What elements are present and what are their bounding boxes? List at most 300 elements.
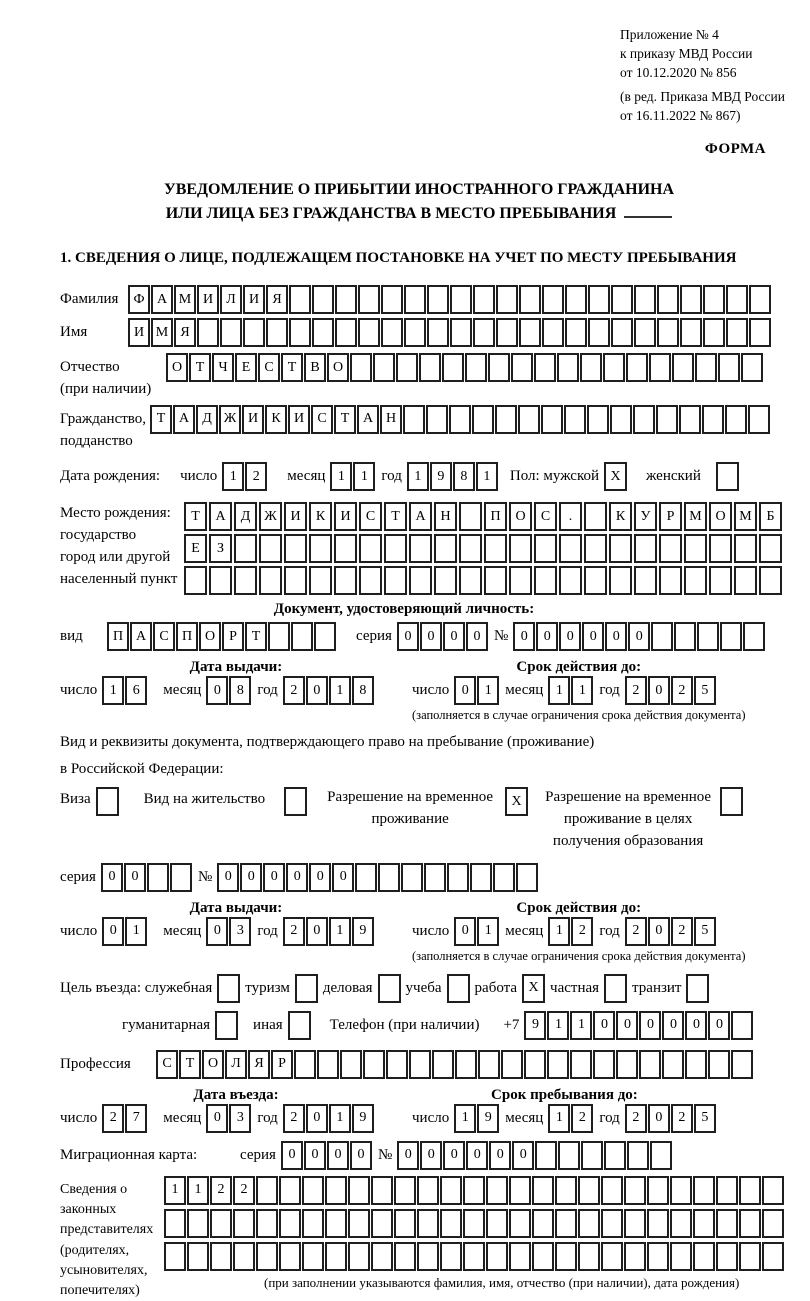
char-cell[interactable] <box>403 405 425 434</box>
char-cell[interactable]: 1 <box>353 462 375 491</box>
char-cell[interactable]: И <box>334 502 357 531</box>
char-cell[interactable] <box>417 1209 439 1238</box>
char-cell[interactable]: С <box>311 405 333 434</box>
char-cell[interactable] <box>580 353 602 382</box>
char-cell[interactable] <box>294 1050 316 1079</box>
char-cell[interactable] <box>603 353 625 382</box>
char-cell[interactable]: 1 <box>329 1104 351 1133</box>
char-cell[interactable] <box>495 405 517 434</box>
char-cell[interactable]: С <box>534 502 557 531</box>
char-cell[interactable] <box>401 863 423 892</box>
char-cell[interactable] <box>210 1242 232 1271</box>
char-cell[interactable]: 0 <box>332 863 354 892</box>
char-cell[interactable] <box>703 318 725 347</box>
char-cell[interactable] <box>312 285 334 314</box>
char-cell[interactable] <box>534 534 557 563</box>
char-cell[interactable] <box>725 405 747 434</box>
char-cell[interactable] <box>519 318 541 347</box>
char-cell[interactable] <box>473 318 495 347</box>
char-cell[interactable]: 5 <box>694 917 716 946</box>
char-cell[interactable]: О <box>327 353 349 382</box>
char-cell[interactable] <box>465 353 487 382</box>
char-cell[interactable] <box>662 1050 684 1079</box>
char-cell[interactable] <box>734 566 757 595</box>
private-checkbox[interactable] <box>604 974 627 1003</box>
char-cell[interactable]: 9 <box>430 462 452 491</box>
char-cell[interactable] <box>440 1242 462 1271</box>
char-cell[interactable] <box>335 318 357 347</box>
char-cell[interactable]: Т <box>189 353 211 382</box>
char-cell[interactable] <box>371 1176 393 1205</box>
char-cell[interactable]: 0 <box>309 863 331 892</box>
char-cell[interactable] <box>570 1050 592 1079</box>
char-cell[interactable]: 0 <box>512 1141 534 1170</box>
char-cell[interactable] <box>259 566 282 595</box>
char-cell[interactable] <box>256 1176 278 1205</box>
char-cell[interactable]: 0 <box>306 1104 328 1133</box>
char-cell[interactable] <box>627 1141 649 1170</box>
char-cell[interactable] <box>759 566 782 595</box>
char-cell[interactable]: Б <box>759 502 782 531</box>
char-cell[interactable]: 0 <box>559 622 581 651</box>
char-cell[interactable]: 0 <box>454 676 476 705</box>
char-cell[interactable]: Т <box>150 405 172 434</box>
char-cell[interactable] <box>289 318 311 347</box>
char-cell[interactable] <box>634 285 656 314</box>
temp-residence-checkbox[interactable]: X <box>505 787 528 816</box>
char-cell[interactable] <box>720 622 742 651</box>
temp-residence-edu-checkbox[interactable] <box>720 787 743 816</box>
char-cell[interactable]: 7 <box>125 1104 147 1133</box>
char-cell[interactable]: И <box>284 502 307 531</box>
char-cell[interactable]: Д <box>234 502 257 531</box>
char-cell[interactable]: 2 <box>283 1104 305 1133</box>
char-cell[interactable] <box>509 1209 531 1238</box>
char-cell[interactable]: 0 <box>102 917 124 946</box>
char-cell[interactable] <box>434 566 457 595</box>
char-cell[interactable]: Ж <box>259 502 282 531</box>
char-cell[interactable]: 0 <box>306 676 328 705</box>
char-cell[interactable] <box>243 318 265 347</box>
char-cell[interactable]: Д <box>196 405 218 434</box>
char-cell[interactable] <box>674 622 696 651</box>
char-cell[interactable]: 0 <box>466 622 488 651</box>
residence-permit-checkbox[interactable] <box>284 787 307 816</box>
char-cell[interactable] <box>317 1050 339 1079</box>
char-cell[interactable] <box>359 566 382 595</box>
char-cell[interactable] <box>588 318 610 347</box>
business-checkbox[interactable] <box>378 974 401 1003</box>
char-cell[interactable]: 0 <box>489 1141 511 1170</box>
char-cell[interactable]: 0 <box>327 1141 349 1170</box>
char-cell[interactable] <box>749 318 771 347</box>
char-cell[interactable]: 0 <box>124 863 146 892</box>
char-cell[interactable] <box>680 318 702 347</box>
char-cell[interactable] <box>650 1141 672 1170</box>
char-cell[interactable]: 9 <box>524 1011 546 1040</box>
char-cell[interactable] <box>697 622 719 651</box>
char-cell[interactable]: И <box>243 285 265 314</box>
char-cell[interactable] <box>478 1050 500 1079</box>
char-cell[interactable]: 2 <box>625 1104 647 1133</box>
char-cell[interactable] <box>547 1050 569 1079</box>
char-cell[interactable] <box>459 534 482 563</box>
char-cell[interactable]: 2 <box>671 676 693 705</box>
char-cell[interactable]: П <box>176 622 198 651</box>
char-cell[interactable] <box>358 285 380 314</box>
char-cell[interactable] <box>325 1242 347 1271</box>
char-cell[interactable] <box>509 1242 531 1271</box>
char-cell[interactable] <box>394 1209 416 1238</box>
char-cell[interactable] <box>302 1176 324 1205</box>
char-cell[interactable] <box>459 502 482 531</box>
char-cell[interactable] <box>519 285 541 314</box>
char-cell[interactable] <box>693 1242 715 1271</box>
char-cell[interactable]: 0 <box>281 1141 303 1170</box>
char-cell[interactable] <box>680 285 702 314</box>
char-cell[interactable]: 2 <box>625 917 647 946</box>
char-cell[interactable]: Л <box>225 1050 247 1079</box>
char-cell[interactable] <box>509 534 532 563</box>
char-cell[interactable] <box>578 1176 600 1205</box>
char-cell[interactable] <box>197 318 219 347</box>
char-cell[interactable]: 8 <box>229 676 251 705</box>
char-cell[interactable] <box>731 1050 753 1079</box>
char-cell[interactable] <box>716 1242 738 1271</box>
char-cell[interactable]: 8 <box>453 462 475 491</box>
char-cell[interactable]: 1 <box>547 1011 569 1040</box>
char-cell[interactable] <box>726 285 748 314</box>
char-cell[interactable] <box>611 285 633 314</box>
char-cell[interactable] <box>302 1242 324 1271</box>
char-cell[interactable] <box>312 318 334 347</box>
char-cell[interactable] <box>609 534 632 563</box>
char-cell[interactable] <box>611 318 633 347</box>
char-cell[interactable]: 0 <box>513 622 535 651</box>
char-cell[interactable] <box>558 1141 580 1170</box>
char-cell[interactable] <box>450 285 472 314</box>
char-cell[interactable] <box>259 534 282 563</box>
char-cell[interactable] <box>555 1176 577 1205</box>
char-cell[interactable] <box>350 353 372 382</box>
char-cell[interactable]: 2 <box>671 1104 693 1133</box>
char-cell[interactable]: 1 <box>548 917 570 946</box>
char-cell[interactable] <box>634 318 656 347</box>
char-cell[interactable]: О <box>199 622 221 651</box>
char-cell[interactable] <box>534 566 557 595</box>
char-cell[interactable]: 5 <box>694 1104 716 1133</box>
char-cell[interactable] <box>233 1242 255 1271</box>
char-cell[interactable] <box>381 318 403 347</box>
char-cell[interactable] <box>493 863 515 892</box>
char-cell[interactable] <box>302 1209 324 1238</box>
char-cell[interactable] <box>394 1176 416 1205</box>
char-cell[interactable] <box>363 1050 385 1079</box>
char-cell[interactable]: 1 <box>125 917 147 946</box>
char-cell[interactable] <box>348 1209 370 1238</box>
char-cell[interactable]: 0 <box>593 1011 615 1040</box>
char-cell[interactable]: М <box>174 285 196 314</box>
char-cell[interactable] <box>624 1176 646 1205</box>
char-cell[interactable]: 6 <box>125 676 147 705</box>
char-cell[interactable] <box>256 1242 278 1271</box>
char-cell[interactable] <box>534 353 556 382</box>
char-cell[interactable] <box>726 318 748 347</box>
char-cell[interactable]: 0 <box>443 622 465 651</box>
char-cell[interactable]: 0 <box>685 1011 707 1040</box>
char-cell[interactable] <box>325 1209 347 1238</box>
char-cell[interactable]: З <box>209 534 232 563</box>
char-cell[interactable]: А <box>209 502 232 531</box>
char-cell[interactable] <box>516 863 538 892</box>
char-cell[interactable] <box>759 534 782 563</box>
char-cell[interactable]: И <box>128 318 150 347</box>
char-cell[interactable] <box>447 863 469 892</box>
char-cell[interactable]: 2 <box>245 462 267 491</box>
char-cell[interactable] <box>187 1209 209 1238</box>
char-cell[interactable] <box>716 1209 738 1238</box>
char-cell[interactable] <box>384 534 407 563</box>
char-cell[interactable] <box>220 318 242 347</box>
char-cell[interactable] <box>647 1209 669 1238</box>
char-cell[interactable] <box>409 566 432 595</box>
other-checkbox[interactable] <box>288 1011 311 1040</box>
char-cell[interactable] <box>578 1242 600 1271</box>
char-cell[interactable] <box>693 1209 715 1238</box>
char-cell[interactable] <box>684 566 707 595</box>
char-cell[interactable]: М <box>151 318 173 347</box>
char-cell[interactable] <box>334 566 357 595</box>
char-cell[interactable]: А <box>151 285 173 314</box>
char-cell[interactable] <box>187 1242 209 1271</box>
char-cell[interactable]: 0 <box>662 1011 684 1040</box>
visa-checkbox[interactable] <box>96 787 119 816</box>
char-cell[interactable]: И <box>288 405 310 434</box>
char-cell[interactable]: 0 <box>206 917 228 946</box>
char-cell[interactable] <box>565 318 587 347</box>
char-cell[interactable] <box>509 1176 531 1205</box>
char-cell[interactable] <box>649 353 671 382</box>
char-cell[interactable] <box>559 534 582 563</box>
char-cell[interactable] <box>472 405 494 434</box>
char-cell[interactable]: 2 <box>102 1104 124 1133</box>
char-cell[interactable]: 1 <box>329 917 351 946</box>
char-cell[interactable] <box>427 318 449 347</box>
char-cell[interactable] <box>633 405 655 434</box>
char-cell[interactable]: 0 <box>420 622 442 651</box>
char-cell[interactable] <box>578 1209 600 1238</box>
char-cell[interactable] <box>488 353 510 382</box>
char-cell[interactable] <box>455 1050 477 1079</box>
char-cell[interactable] <box>601 1209 623 1238</box>
char-cell[interactable]: 1 <box>571 676 593 705</box>
char-cell[interactable]: Р <box>271 1050 293 1079</box>
char-cell[interactable] <box>741 353 763 382</box>
char-cell[interactable] <box>486 1242 508 1271</box>
char-cell[interactable]: 5 <box>694 676 716 705</box>
char-cell[interactable]: . <box>559 502 582 531</box>
char-cell[interactable] <box>659 566 682 595</box>
char-cell[interactable]: 0 <box>206 676 228 705</box>
char-cell[interactable]: 0 <box>217 863 239 892</box>
char-cell[interactable] <box>532 1209 554 1238</box>
char-cell[interactable] <box>626 353 648 382</box>
char-cell[interactable] <box>234 566 257 595</box>
char-cell[interactable] <box>656 405 678 434</box>
char-cell[interactable] <box>409 534 432 563</box>
char-cell[interactable] <box>496 285 518 314</box>
char-cell[interactable] <box>386 1050 408 1079</box>
char-cell[interactable]: 2 <box>571 917 593 946</box>
char-cell[interactable] <box>584 502 607 531</box>
char-cell[interactable] <box>463 1242 485 1271</box>
char-cell[interactable]: 0 <box>708 1011 730 1040</box>
char-cell[interactable]: А <box>130 622 152 651</box>
char-cell[interactable] <box>432 1050 454 1079</box>
char-cell[interactable] <box>708 1050 730 1079</box>
char-cell[interactable] <box>419 353 441 382</box>
char-cell[interactable] <box>703 285 725 314</box>
char-cell[interactable] <box>348 1242 370 1271</box>
char-cell[interactable] <box>709 566 732 595</box>
char-cell[interactable] <box>334 534 357 563</box>
char-cell[interactable] <box>581 1141 603 1170</box>
char-cell[interactable] <box>670 1176 692 1205</box>
char-cell[interactable]: Р <box>659 502 682 531</box>
char-cell[interactable]: Р <box>222 622 244 651</box>
char-cell[interactable]: 0 <box>454 917 476 946</box>
char-cell[interactable]: 0 <box>605 622 627 651</box>
char-cell[interactable] <box>373 353 395 382</box>
char-cell[interactable] <box>555 1209 577 1238</box>
char-cell[interactable] <box>524 1050 546 1079</box>
char-cell[interactable]: О <box>509 502 532 531</box>
char-cell[interactable]: О <box>202 1050 224 1079</box>
char-cell[interactable]: П <box>107 622 129 651</box>
char-cell[interactable]: 2 <box>625 676 647 705</box>
char-cell[interactable]: 0 <box>397 1141 419 1170</box>
char-cell[interactable]: 0 <box>443 1141 465 1170</box>
char-cell[interactable]: 3 <box>229 1104 251 1133</box>
char-cell[interactable] <box>639 1050 661 1079</box>
char-cell[interactable] <box>584 566 607 595</box>
char-cell[interactable] <box>601 1242 623 1271</box>
char-cell[interactable] <box>279 1242 301 1271</box>
char-cell[interactable] <box>325 1176 347 1205</box>
char-cell[interactable] <box>616 1050 638 1079</box>
char-cell[interactable] <box>348 1176 370 1205</box>
char-cell[interactable] <box>634 566 657 595</box>
char-cell[interactable] <box>731 1011 753 1040</box>
char-cell[interactable] <box>565 285 587 314</box>
char-cell[interactable] <box>335 285 357 314</box>
char-cell[interactable] <box>309 534 332 563</box>
char-cell[interactable] <box>266 318 288 347</box>
char-cell[interactable] <box>670 1209 692 1238</box>
char-cell[interactable] <box>762 1242 784 1271</box>
char-cell[interactable]: 0 <box>206 1104 228 1133</box>
char-cell[interactable] <box>309 566 332 595</box>
char-cell[interactable] <box>593 1050 615 1079</box>
char-cell[interactable]: А <box>173 405 195 434</box>
char-cell[interactable] <box>762 1209 784 1238</box>
char-cell[interactable]: 1 <box>330 462 352 491</box>
char-cell[interactable] <box>170 863 192 892</box>
char-cell[interactable] <box>564 405 586 434</box>
char-cell[interactable]: О <box>709 502 732 531</box>
char-cell[interactable]: М <box>684 502 707 531</box>
char-cell[interactable]: 9 <box>352 917 374 946</box>
char-cell[interactable] <box>473 285 495 314</box>
char-cell[interactable] <box>609 566 632 595</box>
char-cell[interactable]: 1 <box>477 676 499 705</box>
humanitarian-checkbox[interactable] <box>215 1011 238 1040</box>
char-cell[interactable]: 9 <box>352 1104 374 1133</box>
char-cell[interactable]: 1 <box>187 1176 209 1205</box>
char-cell[interactable]: 0 <box>648 676 670 705</box>
char-cell[interactable] <box>743 622 765 651</box>
char-cell[interactable] <box>164 1242 186 1271</box>
char-cell[interactable]: 1 <box>222 462 244 491</box>
char-cell[interactable]: 1 <box>454 1104 476 1133</box>
char-cell[interactable] <box>314 622 336 651</box>
sex-female-checkbox[interactable] <box>716 462 739 491</box>
char-cell[interactable]: 9 <box>477 1104 499 1133</box>
char-cell[interactable] <box>359 534 382 563</box>
char-cell[interactable] <box>584 534 607 563</box>
char-cell[interactable]: Ч <box>212 353 234 382</box>
char-cell[interactable] <box>535 1141 557 1170</box>
study-checkbox[interactable] <box>447 974 470 1003</box>
char-cell[interactable] <box>541 405 563 434</box>
char-cell[interactable] <box>587 405 609 434</box>
char-cell[interactable]: 2 <box>233 1176 255 1205</box>
char-cell[interactable] <box>748 405 770 434</box>
char-cell[interactable]: Я <box>248 1050 270 1079</box>
char-cell[interactable] <box>532 1242 554 1271</box>
char-cell[interactable] <box>459 566 482 595</box>
char-cell[interactable]: С <box>156 1050 178 1079</box>
char-cell[interactable] <box>542 285 564 314</box>
char-cell[interactable]: 2 <box>283 917 305 946</box>
char-cell[interactable]: У <box>634 502 657 531</box>
char-cell[interactable] <box>647 1242 669 1271</box>
char-cell[interactable]: 2 <box>210 1176 232 1205</box>
char-cell[interactable]: Н <box>380 405 402 434</box>
char-cell[interactable] <box>291 622 313 651</box>
char-cell[interactable] <box>434 534 457 563</box>
char-cell[interactable] <box>394 1242 416 1271</box>
char-cell[interactable]: И <box>242 405 264 434</box>
char-cell[interactable]: 0 <box>263 863 285 892</box>
char-cell[interactable] <box>559 566 582 595</box>
char-cell[interactable]: 0 <box>420 1141 442 1170</box>
char-cell[interactable]: 0 <box>306 917 328 946</box>
char-cell[interactable]: Т <box>184 502 207 531</box>
char-cell[interactable]: 0 <box>240 863 262 892</box>
char-cell[interactable]: С <box>153 622 175 651</box>
purpose-official-checkbox[interactable] <box>217 974 240 1003</box>
char-cell[interactable]: 0 <box>536 622 558 651</box>
char-cell[interactable]: 0 <box>466 1141 488 1170</box>
char-cell[interactable] <box>739 1242 761 1271</box>
char-cell[interactable] <box>440 1209 462 1238</box>
char-cell[interactable]: 2 <box>671 917 693 946</box>
char-cell[interactable] <box>542 318 564 347</box>
char-cell[interactable] <box>679 405 701 434</box>
char-cell[interactable] <box>647 1176 669 1205</box>
char-cell[interactable] <box>449 405 471 434</box>
